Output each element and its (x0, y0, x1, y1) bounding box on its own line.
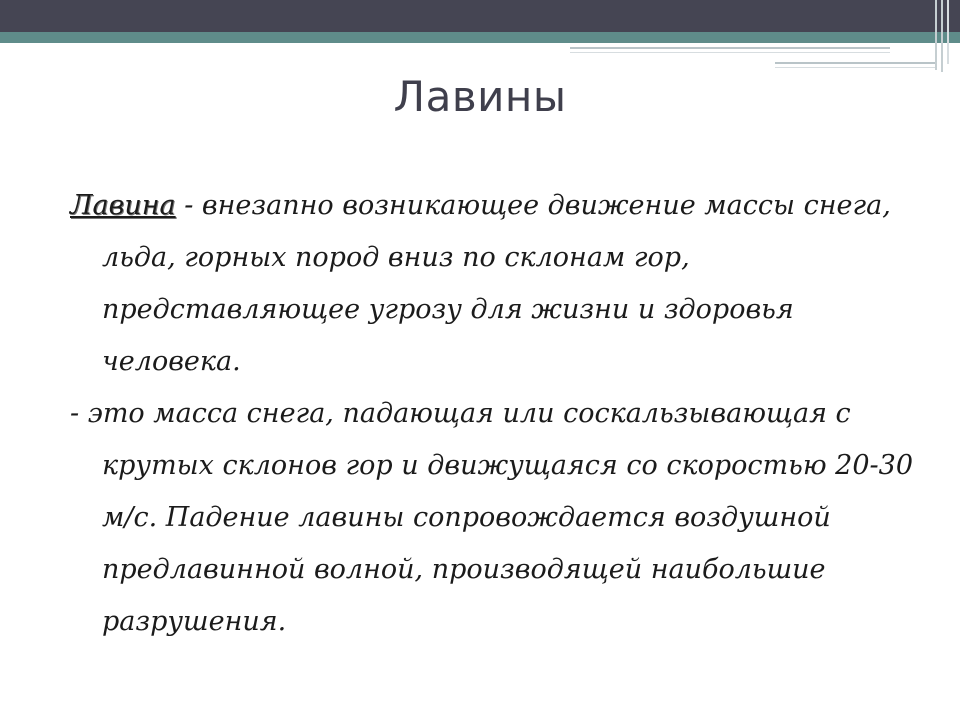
definition-paragraph (70, 180, 930, 388)
header-band-dark (0, 0, 960, 32)
decorative-line (570, 52, 890, 53)
decorative-line (775, 67, 935, 68)
description-paragraph (70, 388, 930, 648)
slide-body (70, 180, 930, 648)
decorative-vertical-line (947, 0, 949, 64)
defined-term: Лавина (70, 190, 176, 221)
definition-text: - внезапно возникающее движение массы снега, льда, горных пород вниз по склонам гор, представляющее угрозу для жизни и здоровья человека. (102, 190, 891, 377)
decorative-vertical-line (941, 0, 943, 72)
description-text: - это масса снега, падающая или соскальзывающая с крутых склонов гор и движущаяся со скоростью 20-30 м/с. Падение лавины сопровождается воздушной предлавинной волной, производящей наибольшие разрушения. (70, 398, 914, 637)
decorative-line (775, 62, 935, 64)
decorative-line (570, 47, 890, 49)
header-band-teal (0, 32, 960, 43)
decorative-vertical-line (935, 0, 937, 70)
slide-title: Лавины (393, 72, 567, 121)
